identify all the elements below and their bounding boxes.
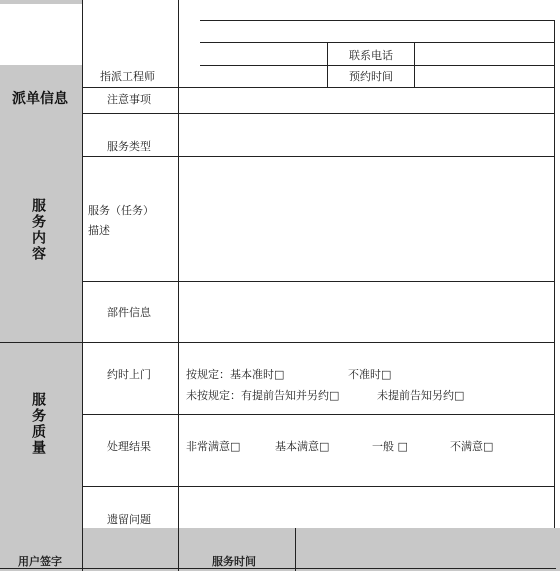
appointment-time-field[interactable] xyxy=(415,66,554,87)
top-left-strip xyxy=(0,0,82,4)
remaining-issues-field[interactable] xyxy=(179,487,554,528)
description-field[interactable] xyxy=(179,157,554,281)
service-time-field[interactable] xyxy=(296,529,554,568)
service-time-label: 服务时间 xyxy=(212,555,256,568)
appointment-time-label: 预约时间 xyxy=(349,70,393,83)
user-signature-field[interactable] xyxy=(83,529,178,568)
service-type-field[interactable] xyxy=(179,114,554,156)
punctuality-on-time-option[interactable]: 按规定：基本准时□ xyxy=(186,368,285,381)
grid-line xyxy=(0,342,555,343)
dispatch-section-title: 派单信息 xyxy=(12,91,68,107)
contact-phone-label: 联系电话 xyxy=(349,49,393,62)
service-quality-section-title: 服务质量 xyxy=(30,392,46,456)
grid-line xyxy=(554,20,555,528)
parts-label: 部件信息 xyxy=(107,306,151,319)
result-unsatisfied-option[interactable]: 不满意□ xyxy=(450,440,494,453)
result-average-option[interactable]: 一般 □ xyxy=(372,440,408,453)
punctuality-informed-option[interactable]: 未按规定：有提前告知并另约□ xyxy=(186,389,340,402)
punctuality-late-option[interactable]: 不准时□ xyxy=(348,368,392,381)
service-content-section-title: 服务内容 xyxy=(30,198,46,262)
description-label-line1: 服务（任务） xyxy=(88,204,154,217)
assigned-engineer-field[interactable] xyxy=(179,66,327,87)
punctuality-not-informed-option[interactable]: 未提前告知另约□ xyxy=(377,389,465,402)
grid-line xyxy=(0,568,556,569)
user-signature-label: 用户签字 xyxy=(18,555,62,568)
result-label: 处理结果 xyxy=(107,440,151,453)
service-type-label: 服务类型 xyxy=(107,140,151,153)
grid-line xyxy=(327,42,328,87)
grid-line xyxy=(82,0,83,571)
remaining-issues-label: 遗留问题 xyxy=(107,513,151,526)
notes-field[interactable] xyxy=(179,88,554,113)
parts-field[interactable] xyxy=(179,282,554,342)
notes-label: 注意事项 xyxy=(107,93,151,106)
contact-phone-field[interactable] xyxy=(415,43,554,64)
grid-line xyxy=(82,414,555,415)
assigned-engineer-label: 指派工程师 xyxy=(100,70,155,83)
grid-line xyxy=(200,20,555,21)
punctuality-label: 约时上门 xyxy=(107,368,151,381)
quality-header-column xyxy=(0,342,82,571)
result-satisfied-option[interactable]: 基本满意□ xyxy=(275,440,330,453)
description-label-line2: 描述 xyxy=(88,224,110,237)
result-very-satisfied-option[interactable]: 非常满意□ xyxy=(186,440,241,453)
